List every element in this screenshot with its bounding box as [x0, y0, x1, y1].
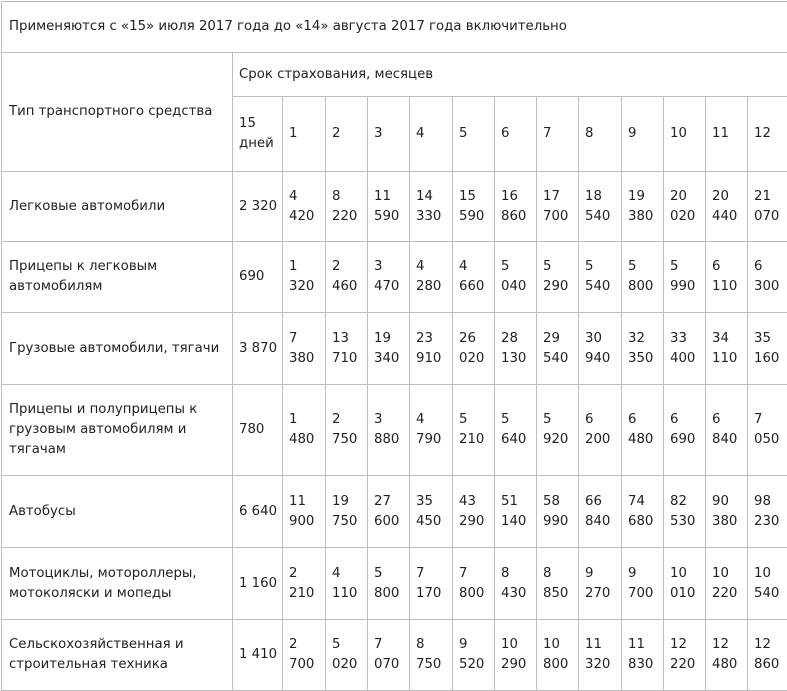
period-header-cell: 10 [664, 97, 706, 172]
rate-value-cell: 7 380 [283, 313, 326, 385]
rate-value-cell: 2 210 [283, 548, 326, 620]
rate-value-cell: 1 410 [233, 620, 283, 691]
rate-value-cell: 6 300 [748, 242, 787, 313]
rate-value-cell: 74 680 [622, 476, 664, 548]
rate-value-cell: 2 460 [326, 242, 368, 313]
rate-value-cell: 5 640 [495, 385, 537, 476]
rate-value-cell: 35 160 [748, 313, 787, 385]
table-title: Применяются с «15» июля 2017 года до «14» августа 2017 года включительно [2, 2, 787, 53]
table-row [2, 620, 787, 691]
rate-value-cell: 6 110 [706, 242, 748, 313]
period-header-cell: 7 [537, 97, 579, 172]
rate-value-cell: 18 540 [579, 172, 622, 242]
rate-value-cell: 58 990 [537, 476, 579, 548]
rate-value-cell: 21 070 [748, 172, 787, 242]
rate-value-cell: 5 800 [368, 548, 410, 620]
rate-value-cell: 98 230 [748, 476, 787, 548]
rate-value-cell: 11 590 [368, 172, 410, 242]
vehicle-type-cell: Прицепы и полуприцепы к грузовым автомобилям и тягачам [2, 385, 233, 476]
period-header-cell: 9 [622, 97, 664, 172]
rate-value-cell: 66 840 [579, 476, 622, 548]
rate-value-cell: 5 800 [622, 242, 664, 313]
rate-value-cell: 10 800 [537, 620, 579, 691]
table-row [2, 385, 787, 476]
rate-value-cell: 5 920 [537, 385, 579, 476]
period-header-cell: 1 [283, 97, 326, 172]
rate-value-cell: 5 290 [537, 242, 579, 313]
rate-value-cell: 12 860 [748, 620, 787, 691]
rate-value-cell: 4 790 [410, 385, 453, 476]
rate-value-cell: 13 710 [326, 313, 368, 385]
table-row [2, 548, 787, 620]
rate-value-cell: 10 290 [495, 620, 537, 691]
period-header-cell: 8 [579, 97, 622, 172]
rate-value-cell: 29 540 [537, 313, 579, 385]
rate-value-cell: 6 640 [233, 476, 283, 548]
rate-value-cell: 10 220 [706, 548, 748, 620]
rate-value-cell: 4 280 [410, 242, 453, 313]
rate-value-cell: 11 320 [579, 620, 622, 691]
rate-value-cell: 28 130 [495, 313, 537, 385]
rate-value-cell: 34 110 [706, 313, 748, 385]
vehicle-type-cell: Автобусы [2, 476, 233, 548]
rate-value-cell: 11 900 [283, 476, 326, 548]
rate-value-cell: 43 290 [453, 476, 495, 548]
rate-value-cell: 6 200 [579, 385, 622, 476]
rate-value-cell: 9 270 [579, 548, 622, 620]
rate-value-cell: 27 600 [368, 476, 410, 548]
rate-value-cell: 5 540 [579, 242, 622, 313]
rate-value-cell: 19 340 [368, 313, 410, 385]
rate-value-cell: 11 830 [622, 620, 664, 691]
vehicle-type-cell: Прицепы к легковым автомобилям [2, 242, 233, 313]
rate-value-cell: 5 020 [326, 620, 368, 691]
table-row [2, 242, 787, 313]
rate-value-cell: 1 160 [233, 548, 283, 620]
table-body [2, 172, 787, 691]
period-header-cell: 15 дней [233, 97, 283, 172]
rate-value-cell: 3 470 [368, 242, 410, 313]
period-header-cell: 3 [368, 97, 410, 172]
rate-value-cell: 2 320 [233, 172, 283, 242]
rate-value-cell: 17 700 [537, 172, 579, 242]
insurance-rates-table [1, 1, 787, 691]
rate-value-cell: 16 860 [495, 172, 537, 242]
rate-value-cell: 1 320 [283, 242, 326, 313]
vehicle-type-cell: Сельскохозяйственная и строительная техника [2, 620, 233, 691]
vehicle-type-cell: Мотоциклы, мотороллеры, мотоколяски и мопеды [2, 548, 233, 620]
rate-value-cell: 4 110 [326, 548, 368, 620]
table-row [2, 476, 787, 548]
rate-value-cell: 9 520 [453, 620, 495, 691]
rate-value-cell: 6 690 [664, 385, 706, 476]
rate-value-cell: 35 450 [410, 476, 453, 548]
rate-value-cell: 3 880 [368, 385, 410, 476]
rate-value-cell: 9 700 [622, 548, 664, 620]
rate-value-cell: 8 850 [537, 548, 579, 620]
rate-value-cell: 5 210 [453, 385, 495, 476]
vehicle-type-cell: Грузовые автомобили, тягачи [2, 313, 233, 385]
rate-value-cell: 690 [233, 242, 283, 313]
rate-value-cell: 4 420 [283, 172, 326, 242]
period-header-cell: 5 [453, 97, 495, 172]
rate-value-cell: 2 700 [283, 620, 326, 691]
rate-value-cell: 5 990 [664, 242, 706, 313]
period-header-cell: 12 [748, 97, 787, 172]
rate-value-cell: 7 070 [368, 620, 410, 691]
rate-value-cell: 780 [233, 385, 283, 476]
table-row [2, 172, 787, 242]
rate-value-cell: 10 010 [664, 548, 706, 620]
rate-value-cell: 7 170 [410, 548, 453, 620]
rate-value-cell: 8 750 [410, 620, 453, 691]
period-header-cell: 6 [495, 97, 537, 172]
rate-value-cell: 8 220 [326, 172, 368, 242]
period-header-cell: 11 [706, 97, 748, 172]
rate-value-cell: 7 800 [453, 548, 495, 620]
rate-value-cell: 6 840 [706, 385, 748, 476]
rate-value-cell: 6 480 [622, 385, 664, 476]
rate-value-cell: 30 940 [579, 313, 622, 385]
rate-value-cell: 12 220 [664, 620, 706, 691]
rate-value-cell: 4 660 [453, 242, 495, 313]
vehicle-type-header: Тип транспортного средства [2, 53, 233, 172]
rate-value-cell: 82 530 [664, 476, 706, 548]
rate-value-cell: 19 750 [326, 476, 368, 548]
rate-value-cell: 8 430 [495, 548, 537, 620]
rate-value-cell: 12 480 [706, 620, 748, 691]
vehicle-type-cell: Легковые автомобили [2, 172, 233, 242]
rate-value-cell: 90 380 [706, 476, 748, 548]
insurance-period-header: Срок страхования, месяцев [233, 53, 787, 97]
rate-value-cell: 19 380 [622, 172, 664, 242]
rate-value-cell: 32 350 [622, 313, 664, 385]
rate-value-cell: 2 750 [326, 385, 368, 476]
table-row [2, 313, 787, 385]
rate-value-cell: 51 140 [495, 476, 537, 548]
rate-value-cell: 1 480 [283, 385, 326, 476]
rate-value-cell: 20 440 [706, 172, 748, 242]
rate-value-cell: 33 400 [664, 313, 706, 385]
period-header-cell: 2 [326, 97, 368, 172]
rate-value-cell: 23 910 [410, 313, 453, 385]
rate-value-cell: 26 020 [453, 313, 495, 385]
rate-value-cell: 20 020 [664, 172, 706, 242]
rate-value-cell: 14 330 [410, 172, 453, 242]
period-header-cell: 4 [410, 97, 453, 172]
rate-value-cell: 7 050 [748, 385, 787, 476]
rate-value-cell: 10 540 [748, 548, 787, 620]
rate-value-cell: 5 040 [495, 242, 537, 313]
rate-value-cell: 3 870 [233, 313, 283, 385]
rate-value-cell: 15 590 [453, 172, 495, 242]
